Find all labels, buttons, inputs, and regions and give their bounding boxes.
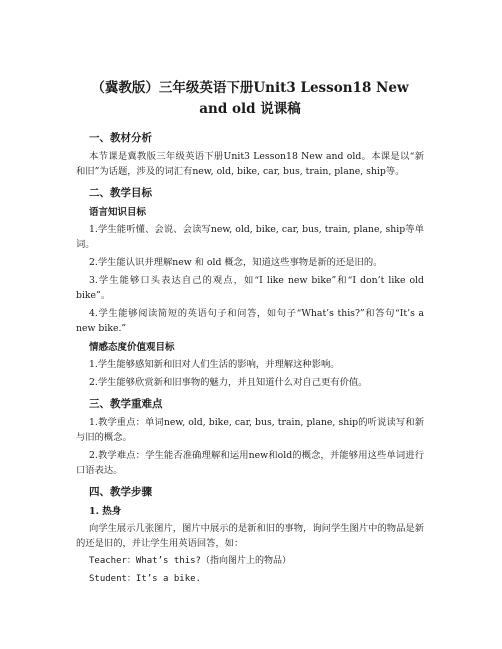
section-heading-objectives: 二、教学目标 [89, 187, 152, 199]
paragraph: 1.学生能听懂、会说、会读写new, old, bike, car, bus, train, plane, ship等单词。 [76, 224, 424, 250]
section-heading-analysis: 一、教材分析 [89, 132, 152, 144]
dialogue-line-teacher: Teacher：What’s this?（指向图片上的物品） [89, 556, 291, 566]
section-heading-teaching-steps: 四、教学步骤 [89, 486, 152, 498]
paragraph: 1.教学重点：单词new, old, bike, car, bus, train, plane, ship的听说读写和新与旧的概念。 [76, 417, 424, 443]
document-title: （冀教版）三年级英语下册Unit3 Lesson18 New and old 说课稿 [91, 80, 409, 117]
paragraph: 2.教学难点：学生能否准确理解和运用new和old的概念，并能够用这些单词进行口语表达。 [76, 450, 424, 476]
dialogue-line-student: Student：It’s a bike. [89, 574, 201, 584]
subheading-emotional-objectives: 情感态度价值观目标 [89, 342, 175, 353]
paragraph: 向学生展示几张图片，图片中展示的是新和旧的事物，询问学生图片中的物品是新的还是旧的，并让学生用英语回答，如： [76, 523, 424, 549]
paragraph: 1.学生能够感知新和旧对人们生活的影响，并理解这种影响。 [89, 359, 340, 370]
subheading-language-objectives: 语言知识目标 [89, 207, 147, 218]
paragraph: 本节课是冀教版三年级英语下册Unit3 Lesson18 New and old。本课是以“新和旧”为话题，涉及的词汇有new, old, bike, car, bus, train, plane, ship等。 [76, 151, 424, 177]
paragraph: 2.学生能够欣赏新和旧事物的魅力，并且知道什么对自己更有价值。 [89, 377, 368, 388]
subheading-warm-up: 1. 热身 [89, 506, 122, 517]
paragraph: 2.学生能认识并理解new 和 old 概念，知道这些事物是新的还是旧的。 [89, 257, 383, 268]
paragraph: 4.学生能够阅读简短的英语句子和问答，如句子“What’s this?”和答句“It’s a new bike.” [76, 308, 424, 334]
section-heading-key-points: 三、教学重难点 [89, 398, 163, 410]
paragraph: 3.学生能够口头表达自己的观点，如“I like new bike”和“I don’t like old bike”。 [76, 275, 424, 301]
